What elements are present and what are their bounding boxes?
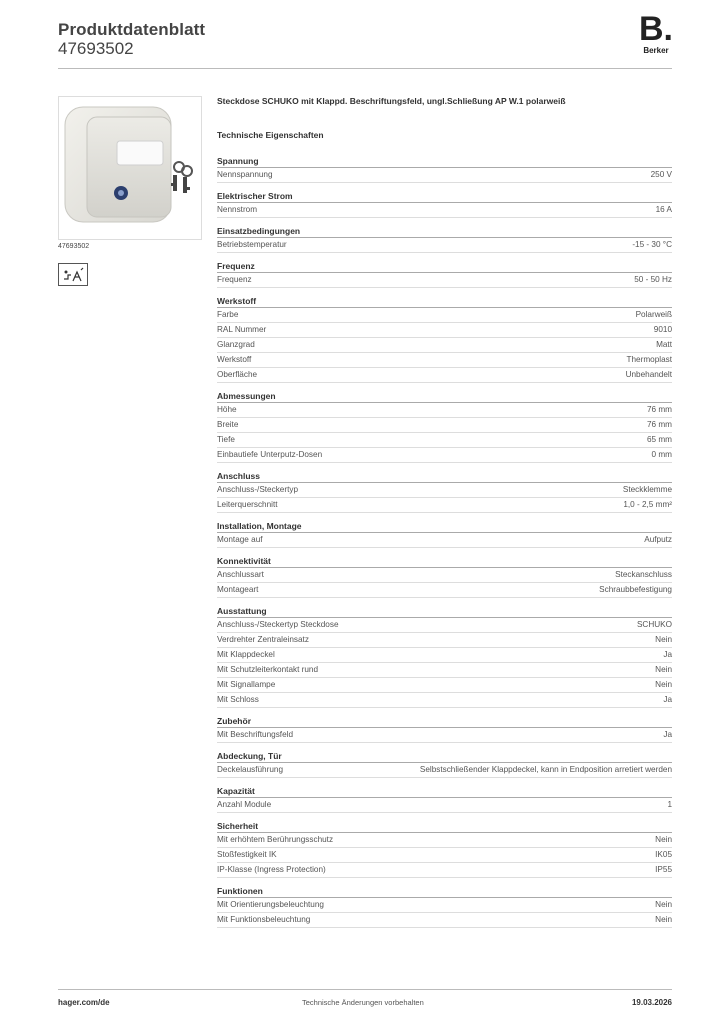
spec-row: [217, 693, 672, 708]
image-caption: 47693502: [58, 243, 90, 250]
spec-row: [217, 323, 672, 338]
spec-value: Nein: [655, 680, 672, 689]
spec-row: [217, 898, 672, 913]
spec-row: [217, 533, 672, 548]
spec-label: Mit Funktionsbeleuchtung: [217, 915, 311, 924]
spec-label: RAL Nummer: [217, 325, 267, 334]
spec-row: [217, 418, 672, 433]
spec-row: [217, 238, 672, 253]
spec-row: [217, 618, 672, 633]
spec-label: Nennstrom: [217, 205, 258, 214]
spec-value: 65 mm: [646, 435, 672, 444]
spec-group-title: Ausstattung: [217, 605, 672, 618]
spec-row: [217, 648, 672, 663]
spec-label: Mit erhöhtem Berührungsschutz: [217, 835, 334, 844]
spec-group-title: Installation, Montage: [217, 520, 672, 533]
spec-label: Stoßfestigkeit IK: [217, 850, 277, 859]
spec-value: 76 mm: [646, 420, 672, 429]
spec-value: Steckklemme: [622, 485, 672, 494]
spec-row: [217, 913, 672, 928]
spec-group-title: Werkstoff: [217, 295, 672, 308]
spec-label: Farbe: [217, 310, 239, 319]
spec-value: Schraubbefestigung: [599, 585, 672, 594]
footer-website: hager.com/de: [58, 998, 110, 1007]
spec-label: Mit Klappdeckel: [217, 650, 275, 659]
spec-row: [217, 633, 672, 648]
spec-label: Anschluss-/Steckertyp Steckdose: [217, 620, 339, 629]
spec-label: Tiefe: [217, 435, 235, 444]
spec-value: IP55: [655, 865, 672, 874]
spec-group-title: Anschluss: [217, 470, 672, 483]
spec-row: [217, 368, 672, 383]
spec-group-title: Konnektivität: [217, 555, 672, 568]
spec-label: Montageart: [217, 585, 259, 594]
spec-group-title: Zubehör: [217, 715, 672, 728]
spec-value: Thermoplast: [626, 355, 672, 364]
spec-row: [217, 763, 672, 778]
spec-label: Breite: [217, 420, 239, 429]
spec-row: [217, 433, 672, 448]
spec-label: Frequenz: [217, 275, 252, 284]
page-title: Produktdatenblatt: [58, 20, 206, 39]
spec-value: 250 V: [650, 170, 672, 179]
spec-row: [217, 498, 672, 513]
spec-group-title: Funktionen: [217, 885, 672, 898]
spec-value: Ja: [663, 695, 672, 704]
footer-divider: [58, 989, 672, 990]
spec-label: Oberfläche: [217, 370, 258, 379]
spec-row: [217, 678, 672, 693]
spec-value: Nein: [655, 915, 672, 924]
footer-disclaimer: Technische Änderungen vorbehalten: [302, 998, 424, 1007]
spec-value: Nein: [655, 665, 672, 674]
spec-label: Betriebstemperatur: [217, 240, 287, 249]
spec-row: [217, 403, 672, 418]
spec-value: -15 - 30 °C: [632, 240, 672, 249]
spec-row: [217, 848, 672, 863]
spec-label: Anschlussart: [217, 570, 264, 579]
spec-label: Montage auf: [217, 535, 263, 544]
spec-group-title: Abdeckung, Tür: [217, 750, 672, 763]
spec-label: Nennspannung: [217, 170, 273, 179]
spec-value: Aufputz: [644, 535, 672, 544]
spec-label: Anschluss-/Steckertyp: [217, 485, 298, 494]
spec-label: Mit Schutzleiterkontakt rund: [217, 665, 319, 674]
spec-row: [217, 863, 672, 878]
header-divider: [58, 68, 672, 69]
spec-value: Unbehandelt: [625, 370, 672, 379]
spec-row: [217, 728, 672, 743]
spec-row: [217, 273, 672, 288]
logo-letter: B.: [639, 10, 673, 48]
spec-value: Selbstschließender Klappdeckel, kann in Endposition arretiert werden: [419, 765, 672, 774]
spec-group-title: Frequenz: [217, 260, 672, 273]
spec-value: IK05: [655, 850, 672, 859]
spec-value: 0 mm: [651, 450, 672, 459]
logo-word: Berker: [643, 46, 669, 55]
spec-value: Polarweiß: [635, 310, 672, 319]
spec-group-title: Elektrischer Strom: [217, 190, 672, 203]
product-title: Steckdose SCHUKO mit Klappd. Beschriftungsfeld, ungl.Schließung AP W.1 polarweiß: [217, 96, 566, 106]
spec-label: Mit Signallampe: [217, 680, 276, 689]
tech-properties-heading: Technische Eigenschaften: [217, 130, 324, 140]
spec-value: 1: [667, 800, 672, 809]
article-number: 47693502: [58, 39, 134, 58]
spec-row: [217, 353, 672, 368]
spec-label: Verdrehter Zentraleinsatz: [217, 635, 309, 644]
brand-logo: [638, 10, 674, 55]
spec-group-title: Kapazität: [217, 785, 672, 798]
spec-row: [217, 308, 672, 323]
spec-value: 9010: [653, 325, 672, 334]
spec-label: Anzahl Module: [217, 800, 272, 809]
spec-label: IP-Klasse (Ingress Protection): [217, 865, 326, 874]
spec-value: Nein: [655, 635, 672, 644]
spec-row: [217, 448, 672, 463]
spec-value: 16 A: [655, 205, 672, 214]
spec-label: Glanzgrad: [217, 340, 255, 349]
spec-row: [217, 203, 672, 218]
spec-value: Nein: [655, 900, 672, 909]
spec-value: Nein: [655, 835, 672, 844]
footer-date: 19.03.2026: [631, 998, 672, 1007]
spec-value: Ja: [663, 730, 672, 739]
spec-value: 50 - 50 Hz: [634, 275, 672, 284]
spec-value: 1,0 - 2,5 mm²: [623, 500, 672, 509]
specs-table: [217, 150, 672, 928]
spec-label: Mit Schloss: [217, 695, 259, 704]
spec-row: [217, 663, 672, 678]
spec-value: SCHUKO: [636, 620, 672, 629]
spec-row: [217, 168, 672, 183]
spec-label: Höhe: [217, 405, 237, 414]
spec-label: Leiterquerschnitt: [217, 500, 278, 509]
spec-label: Werkstoff: [217, 355, 252, 364]
spec-value: Ja: [663, 650, 672, 659]
spec-label: Mit Beschriftungsfeld: [217, 730, 293, 739]
spec-group-title: Einsatzbedingungen: [217, 225, 672, 238]
spec-value: Steckanschluss: [615, 570, 672, 579]
spec-label: Deckelausführung: [217, 765, 283, 774]
product-image: [58, 96, 202, 240]
spec-label: Mit Orientierungsbeleuchtung: [217, 900, 324, 909]
installation-icon: [58, 263, 88, 286]
spec-row: [217, 798, 672, 813]
spec-value: Matt: [656, 340, 672, 349]
spec-value: 76 mm: [646, 405, 672, 414]
spec-row: [217, 833, 672, 848]
spec-group-title: Spannung: [217, 155, 672, 168]
spec-row: [217, 338, 672, 353]
spec-row: [217, 483, 672, 498]
spec-row: [217, 568, 672, 583]
spec-group-title: Abmessungen: [217, 390, 672, 403]
spec-row: [217, 583, 672, 598]
spec-label: Einbautiefe Unterputz-Dosen: [217, 450, 323, 459]
spec-group-title: Sicherheit: [217, 820, 672, 833]
